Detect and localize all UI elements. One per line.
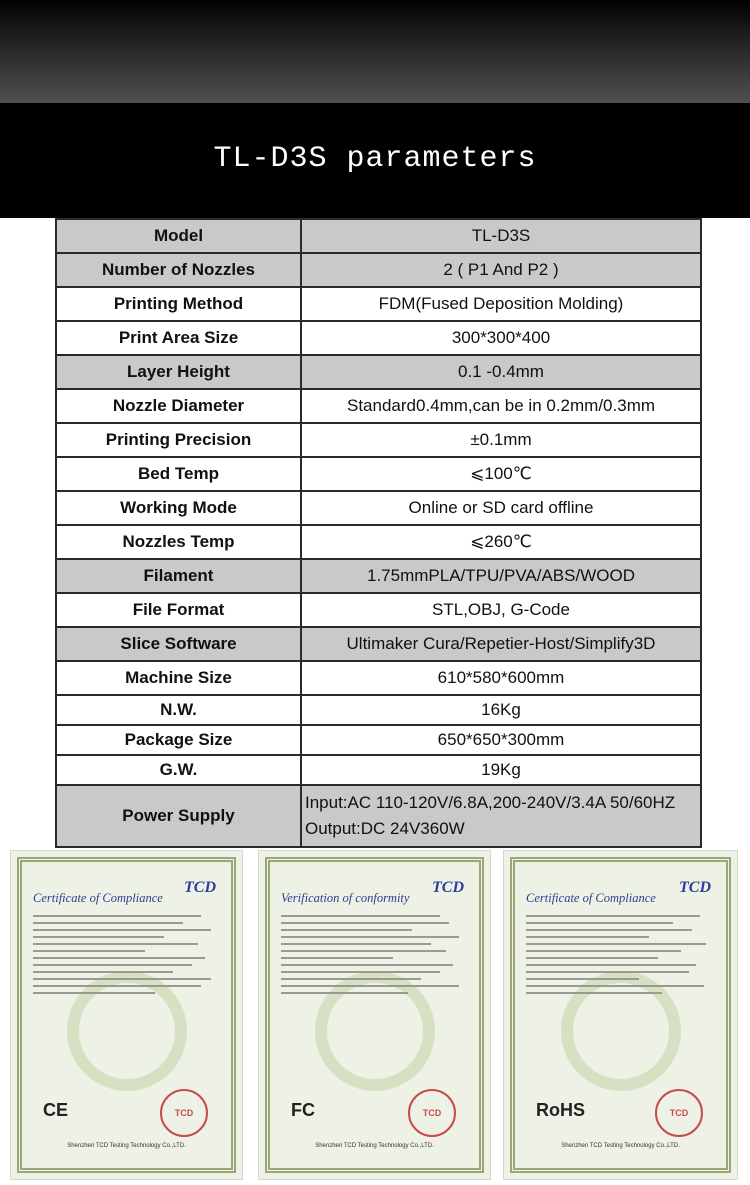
spec-label: Layer Height	[56, 355, 301, 389]
spec-table-container	[55, 218, 702, 848]
fcc-mark: FC	[291, 1100, 315, 1120]
certificate-body-text	[526, 915, 715, 999]
spec-row	[56, 321, 701, 355]
spec-row	[56, 457, 701, 491]
certificate-footer: Shenzhen TCD Testing Technology Co.,LTD.	[67, 1143, 186, 1149]
certificates-strip	[0, 850, 750, 1185]
spec-label: Nozzle Diameter	[56, 389, 301, 423]
spec-row	[56, 287, 701, 321]
spec-value: 19Kg	[301, 755, 701, 785]
spec-label: Power Supply	[56, 785, 301, 847]
spec-table	[55, 218, 702, 848]
spec-label: Machine Size	[56, 661, 301, 695]
spec-value: STL,OBJ, G-Code	[301, 593, 701, 627]
certificate-ce	[10, 850, 243, 1180]
spec-value: 610*580*600mm	[301, 661, 701, 695]
spec-value: FDM(Fused Deposition Molding)	[301, 287, 701, 321]
spec-row	[56, 355, 701, 389]
spec-row	[56, 219, 701, 253]
tcd-logo: TCD	[679, 879, 711, 896]
spec-label: G.W.	[56, 755, 301, 785]
spec-row-power-supply	[56, 785, 701, 847]
spec-label: Bed Temp	[56, 457, 301, 491]
spec-value: ⩽260℃	[301, 525, 701, 559]
certificate-title: Verification of conformity	[281, 891, 410, 905]
power-input: Input:AC 110-120V/6.8A,200-240V/3.4A 50/60HZ	[305, 793, 676, 812]
spec-label: Number of Nozzles	[56, 253, 301, 287]
spec-row	[56, 593, 701, 627]
spec-value: 300*300*400	[301, 321, 701, 355]
certificate-rohs	[503, 850, 738, 1180]
spec-value: Ultimaker Cura/Repetier-Host/Simplify3D	[301, 627, 701, 661]
spec-row	[56, 661, 701, 695]
certificate-body-text	[281, 915, 468, 999]
spec-row	[56, 491, 701, 525]
spec-value: ⩽100℃	[301, 457, 701, 491]
spec-value	[301, 785, 701, 847]
spec-value: 2 ( P1 And P2 )	[301, 253, 701, 287]
spec-row	[56, 725, 701, 755]
spec-value: 0.1 -0.4mm	[301, 355, 701, 389]
page-title: TL-D3S parameters	[213, 141, 537, 176]
spec-value: Standard0.4mm,can be in 0.2mm/0.3mm	[301, 389, 701, 423]
certificate-stamp: TCD	[408, 1089, 456, 1137]
spec-row	[56, 253, 701, 287]
spec-value: 16Kg	[301, 695, 701, 725]
spec-label: Print Area Size	[56, 321, 301, 355]
top-gradient-banner	[0, 0, 750, 103]
spec-value: 1.75mmPLA/TPU/PVA/ABS/WOOD	[301, 559, 701, 593]
spec-label: Slice Software	[56, 627, 301, 661]
spec-label: File Format	[56, 593, 301, 627]
rohs-mark: RoHS	[536, 1100, 585, 1120]
spec-row	[56, 755, 701, 785]
spec-label: Working Mode	[56, 491, 301, 525]
spec-label: Nozzles Temp	[56, 525, 301, 559]
spec-label: N.W.	[56, 695, 301, 725]
spec-value: 650*650*300mm	[301, 725, 701, 755]
spec-label: Model	[56, 219, 301, 253]
certificate-stamp: TCD	[160, 1089, 208, 1137]
spec-value: ±0.1mm	[301, 423, 701, 457]
spec-label: Printing Method	[56, 287, 301, 321]
certificate-footer: Shenzhen TCD Testing Technology Co.,LTD.	[315, 1143, 434, 1149]
spec-row	[56, 695, 701, 725]
spec-row	[56, 525, 701, 559]
certificate-footer: Shenzhen TCD Testing Technology Co.,LTD.	[561, 1143, 680, 1149]
spec-label: Filament	[56, 559, 301, 593]
title-banner	[0, 103, 750, 218]
spec-label: Package Size	[56, 725, 301, 755]
certificate-fcc	[258, 850, 491, 1180]
spec-row	[56, 423, 701, 457]
certificate-title: Certificate of Compliance	[526, 891, 656, 905]
power-output: Output:DC 24V360W	[305, 819, 465, 838]
spec-row	[56, 559, 701, 593]
spec-row	[56, 389, 701, 423]
certificate-body-text	[33, 915, 220, 999]
spec-value: TL-D3S	[301, 219, 701, 253]
spec-value: Online or SD card offline	[301, 491, 701, 525]
certificate-title: Certificate of Compliance	[33, 891, 163, 905]
certificate-stamp: TCD	[655, 1089, 703, 1137]
spec-label: Printing Precision	[56, 423, 301, 457]
tcd-logo: TCD	[184, 879, 216, 896]
tcd-logo: TCD	[432, 879, 464, 896]
ce-mark: CE	[43, 1100, 69, 1120]
spec-row	[56, 627, 701, 661]
